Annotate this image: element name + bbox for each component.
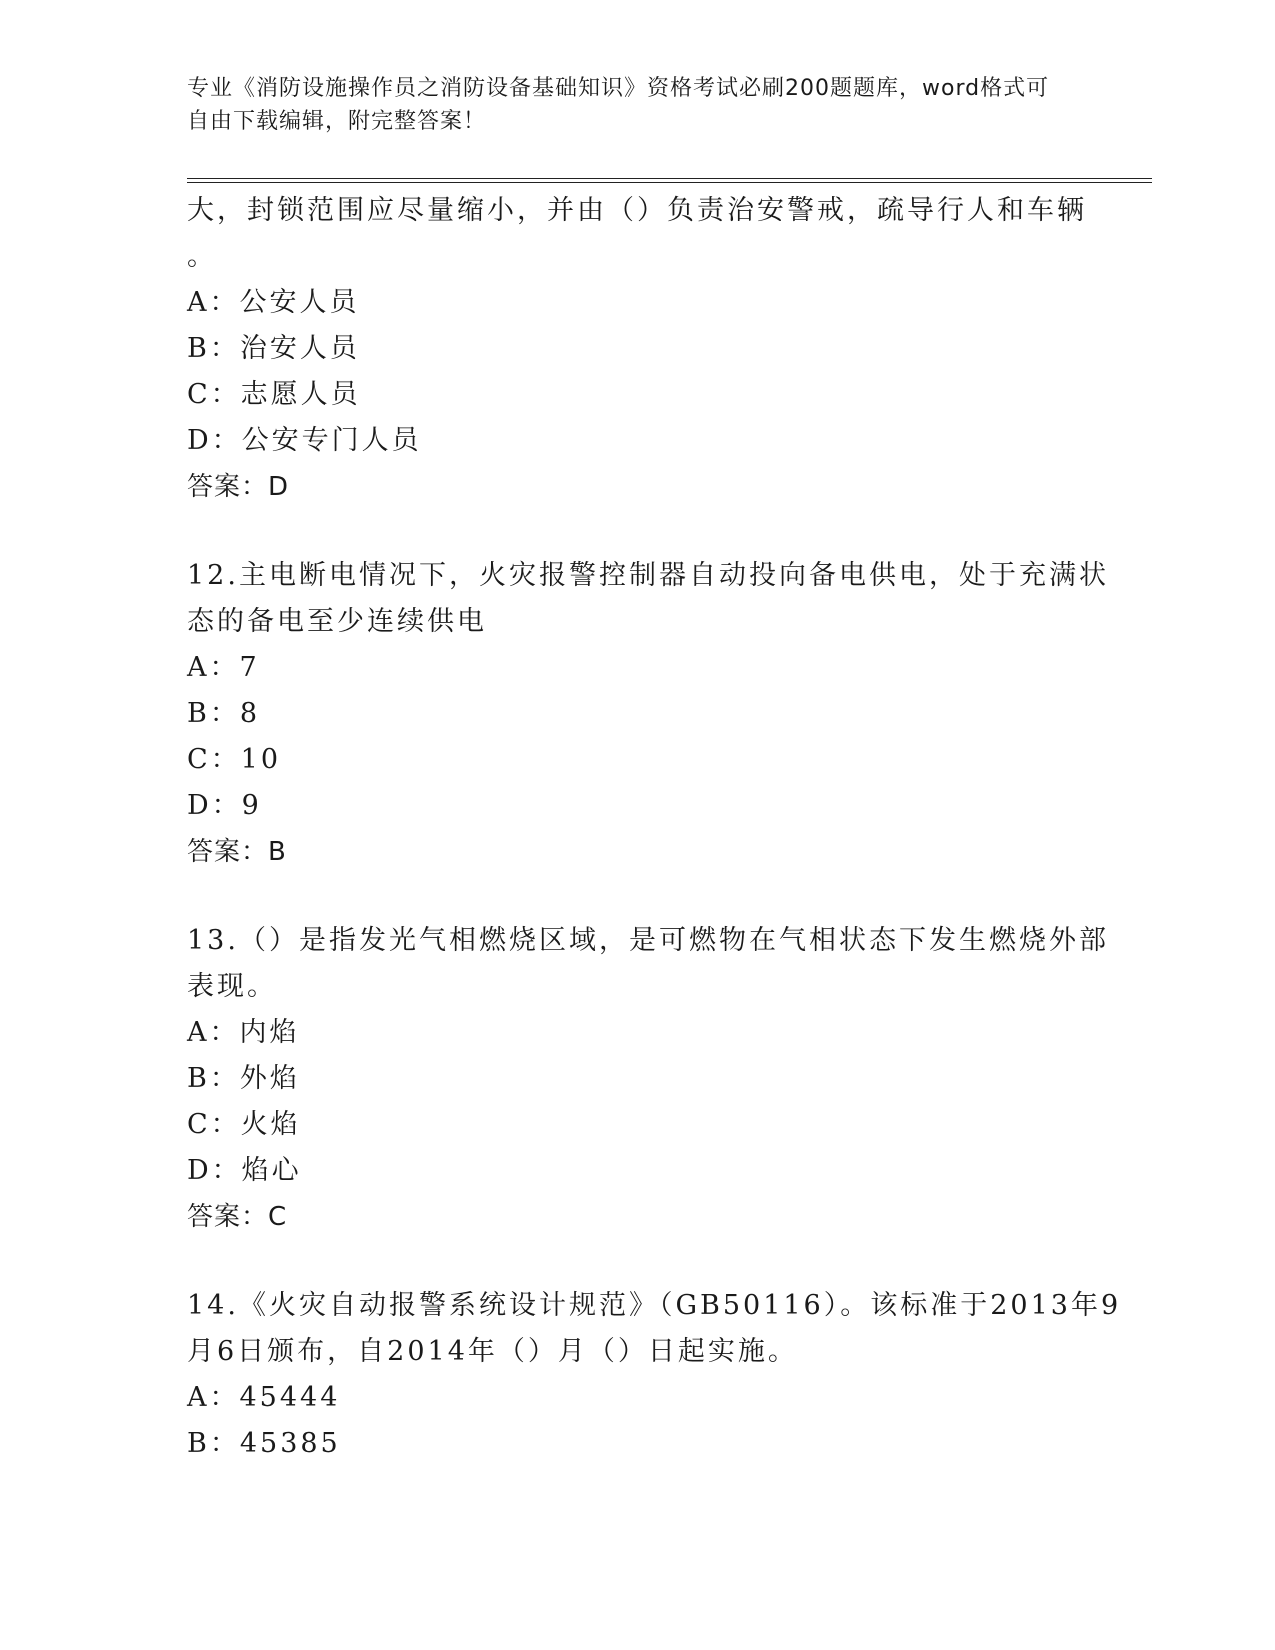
option-d: D：公安专门人员: [187, 425, 422, 456]
option-c: C：10: [187, 744, 282, 775]
question-block: [187, 553, 1109, 875]
answer-line: 答案：B: [187, 837, 287, 867]
option-a: A：内焰: [187, 1017, 300, 1048]
question-spacer: [187, 875, 1087, 918]
question-spacer: [187, 510, 1087, 553]
header-rule-bottom: [187, 182, 1152, 183]
option-b: B：8: [187, 698, 261, 729]
option-a: A：45444: [187, 1382, 341, 1413]
question-text-line: 月6日颁布，自2014年（）月（）日起实施。: [187, 1336, 798, 1367]
question-text-line: 态的备电至少连续供电: [187, 606, 487, 637]
option-b: B：治安人员: [187, 333, 360, 364]
header-rule-top: [187, 178, 1152, 179]
answer-line: 答案：D: [187, 472, 290, 502]
question-text-line: 14.《火灾自动报警系统设计规范》（GB50116）。该标准于2013年9: [187, 1290, 1122, 1321]
question-block: [187, 1283, 1122, 1467]
question-text-line: 13.（）是指发光气相燃烧区域，是可燃物在气相状态下发生燃烧外部: [187, 925, 1109, 956]
answer-line: 答案：C: [187, 1202, 288, 1232]
option-c: C：志愿人员: [187, 379, 361, 410]
option-d: D：9: [187, 790, 262, 821]
document-header: 专业《消防设施操作员之消防设备基础知识》资格考试必刷200题题库，word格式可自由下载编辑，附完整答案！: [187, 76, 1050, 134]
question-block: [187, 918, 1109, 1240]
question-text-line: 表现。: [187, 971, 277, 1002]
question-list: [187, 188, 1122, 1467]
option-b: B：外焰: [187, 1063, 300, 1094]
option-a: A：7: [187, 652, 260, 683]
question-spacer: [187, 1240, 1087, 1283]
option-c: C：火焰: [187, 1109, 301, 1140]
option-d: D：焰心: [187, 1155, 302, 1186]
question-text-line: 大，封锁范围应尽量缩小，并由（）负责治安警戒，疏导行人和车辆: [187, 195, 1087, 226]
option-b: B：45385: [187, 1428, 341, 1459]
question-text-line: 。: [187, 241, 217, 272]
question-block: [187, 188, 1087, 510]
question-text-line: 12.主电断电情况下，火灾报警控制器自动投向备电供电，处于充满状: [187, 560, 1109, 591]
option-a: A：公安人员: [187, 287, 360, 318]
